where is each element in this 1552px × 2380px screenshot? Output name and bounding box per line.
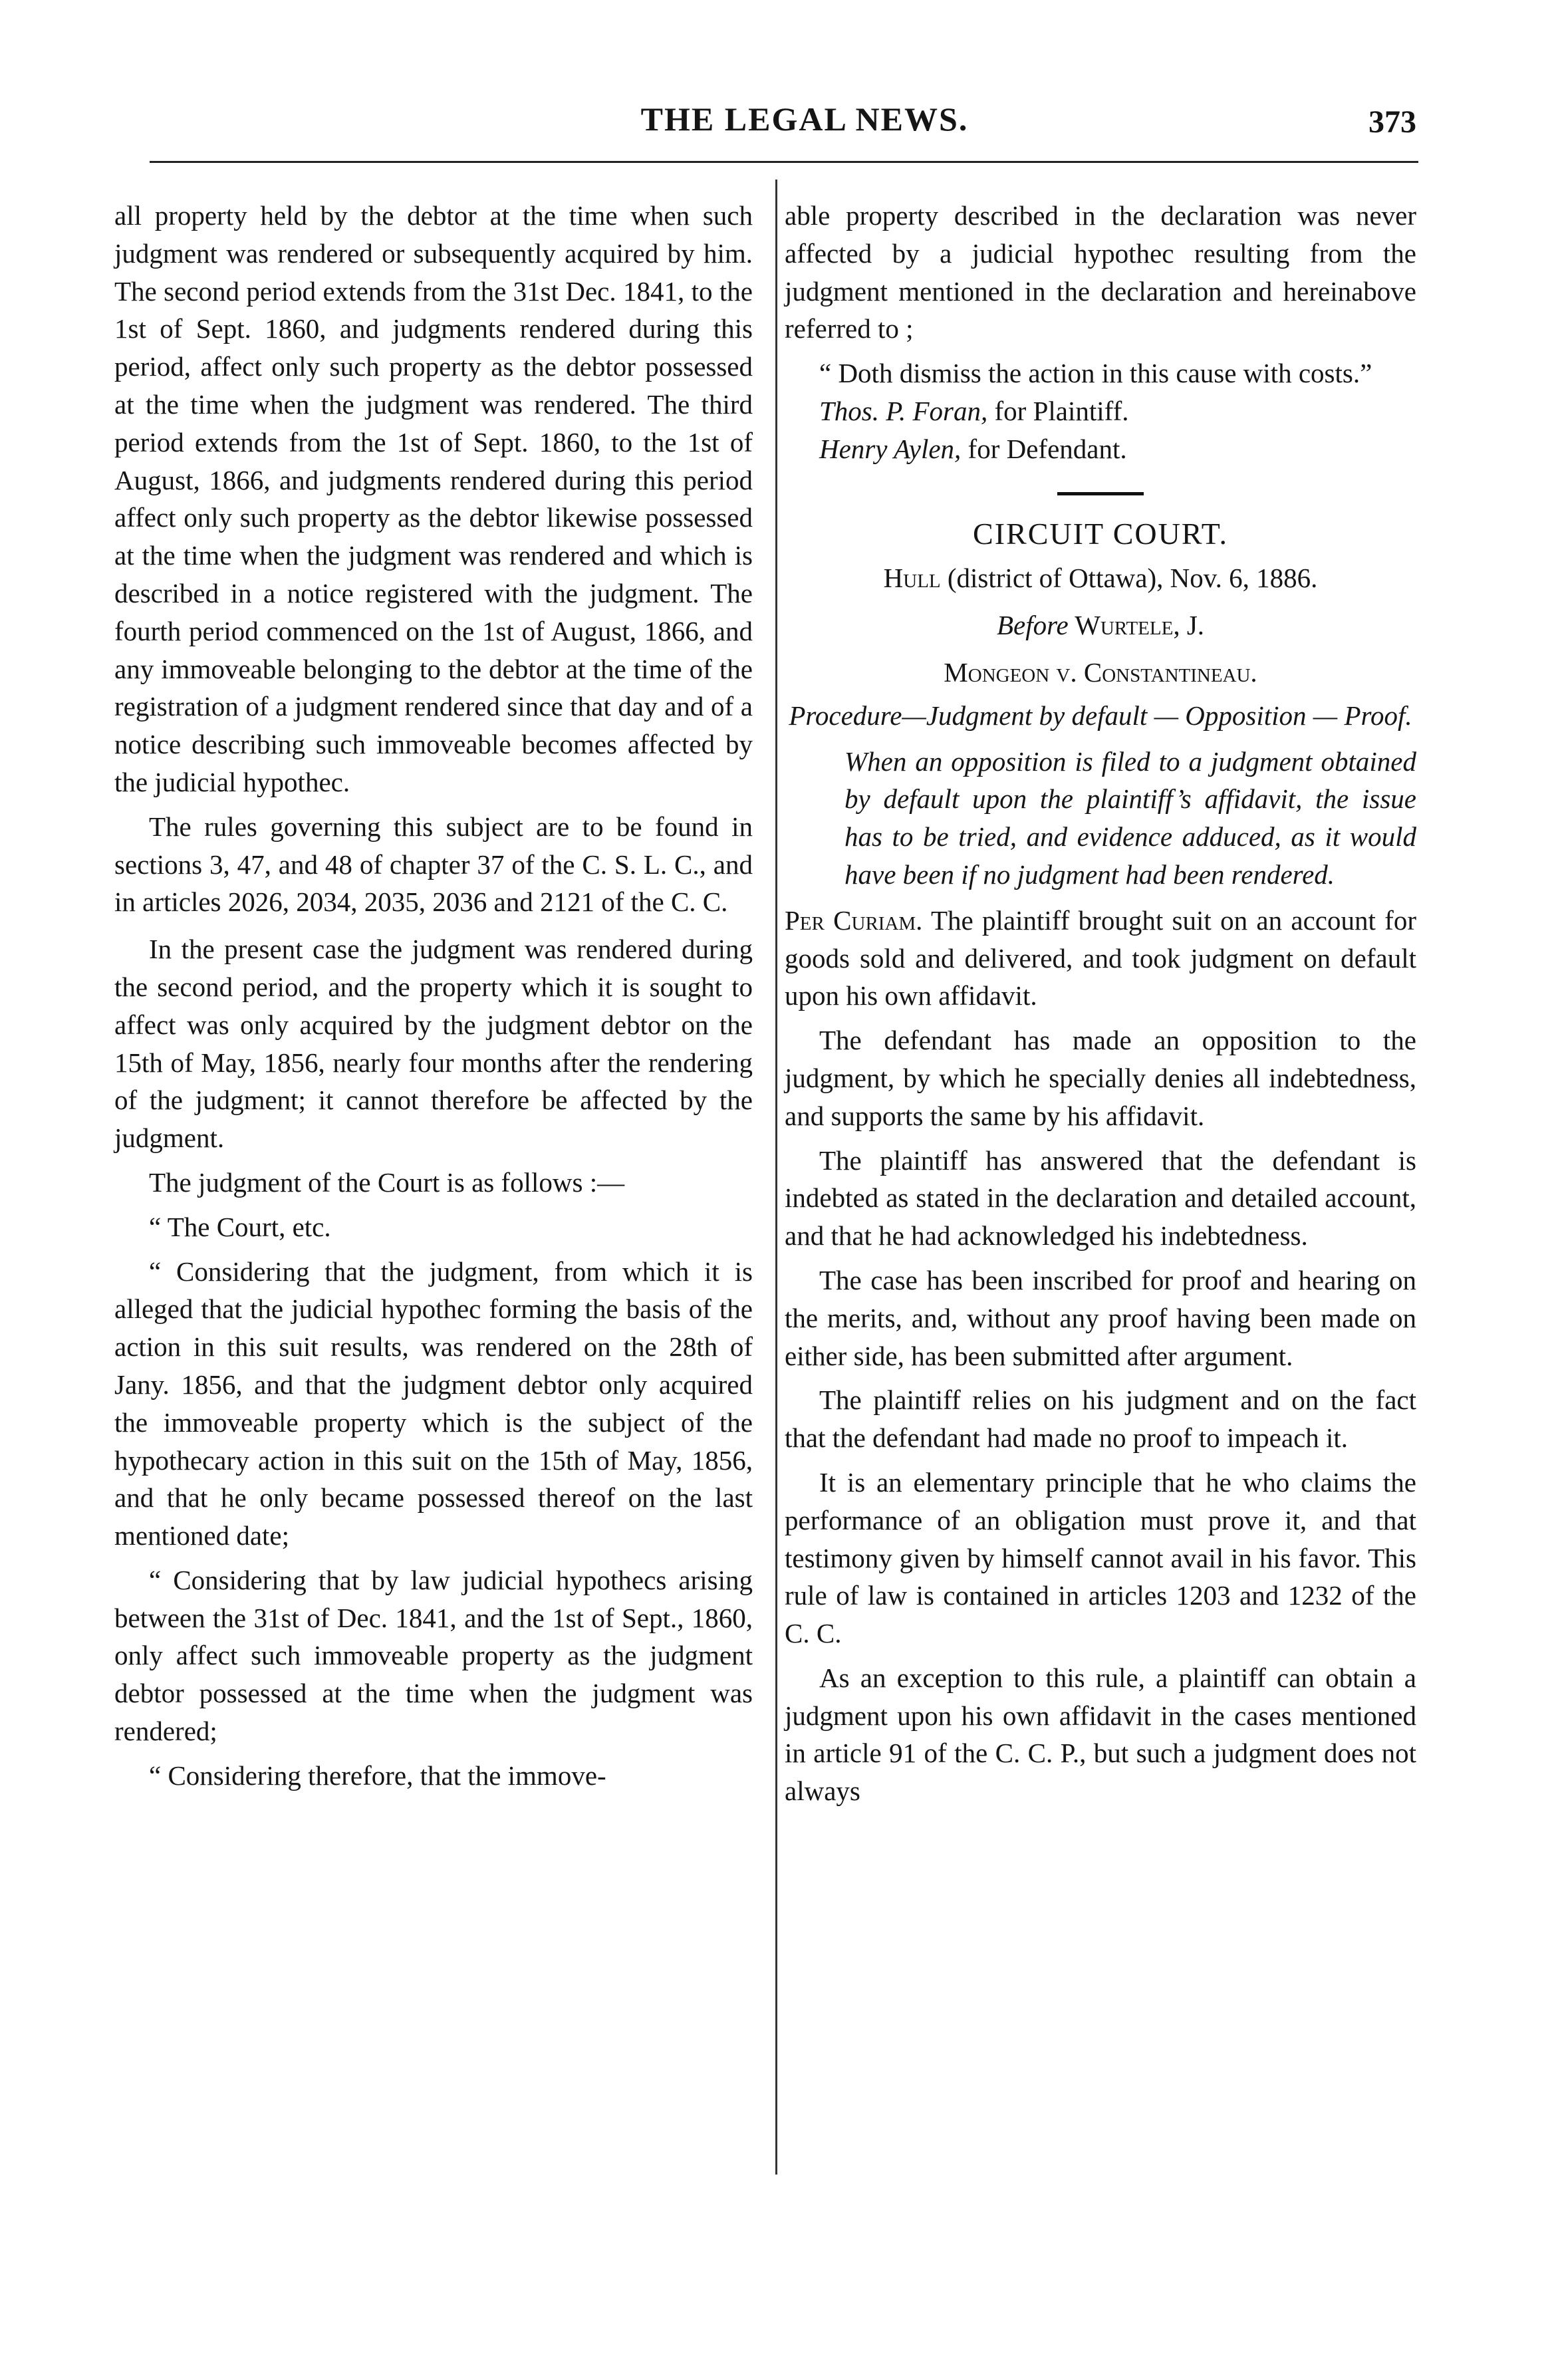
page-number: 373: [1368, 104, 1416, 140]
running-head: [153, 100, 1416, 153]
paragraph: able property described in the declaration was never affected by a judicial hypothec resulting from the judgment mentioned in the declaration and hereinabove referred to ;: [785, 200, 1416, 344]
counsel-defendant-name: Henry Aylen,: [819, 433, 962, 464]
paragraph: The case has been inscribed for proof and hearing on the merits, and, without any proof having been made on either side, has been submitted after argument.: [785, 1264, 1416, 1371]
per-curiam-label: Per Curiam.: [785, 904, 923, 936]
paragraph: The rules governing this subject are to be found in sections 3, 47, and 48 of chapter 37 of the C. S. L. C., and in articles 2026, 2034, 2035, 2036 and 2121 of the C. C.: [114, 811, 753, 918]
court-heading: CIRCUIT COURT.: [973, 516, 1228, 551]
right-column: [785, 197, 1416, 1810]
paragraph: “ Considering therefore, that the immove-: [149, 1760, 606, 1791]
left-column: [114, 197, 753, 1795]
case-name: Mongeon v. Constantineau.: [944, 656, 1257, 688]
counsel-defendant-role: for Defendant.: [961, 433, 1127, 464]
header-rule: [150, 161, 1418, 163]
paragraph: “ Considering that by law judicial hypothecs arising between the 31st of Dec. 1841, and the 1st of Sept., 1860, only affect such immoveable property as the judgment debtor possessed at the time when the judgment was rendered;: [114, 1564, 753, 1747]
case-subject: Procedure—Judgment by default — Opposition — Proof.: [789, 700, 1412, 731]
paragraph: “ Considering that the judgment, from which it is alleged that the judicial hypothec forming the basis of the action in this suit results, was rendered on the 28th of Jany. 1856, and that the judgment debtor only acquired the immoveable property which is the subject of the hypothecary action in this suit on the 15th of May, 1856, and that he only became possessed thereof on the last mentioned date;: [114, 1256, 753, 1551]
before-label: Before: [996, 610, 1069, 641]
paragraph: all property held by the debtor at the time when such judgment was rendered or subsequently acquired by him. The second period extends from the 31st Dec. 1841, to the 1st of Sept. 1860, and judgments rendered during this period, affect only such property as the debtor possessed at the time when the judgment was rendered. The third period extends from the 1st of Sept. 1860, to the 1st of August, 1866, and judgments rendered during this period affect only such property as the debtor likewise possessed at the time when the judgment was rendered and which is described in a notice registered with the judgment. The fourth period commenced on the 1st of August, 1866, and any immoveable belonging to the debtor at the time of the registration of a judgment rendered since that day and of a notice describing such immoveable becomes affected by the judicial hypothec.: [114, 200, 753, 797]
counsel-plaintiff-name: Thos. P. Foran,: [819, 395, 988, 426]
paragraph: The plaintiff relies on his judgment and on the fact that the defendant had made no proof to impeach it.: [785, 1385, 1416, 1454]
paragraph: In the present case the judgment was rendered during the second period, and the property which it is sought to affect was only acquired by the judgment debtor on the 15th of May, 1856, nearly four months after the rendering of the judgment; it cannot therefore be affected by the judgment.: [114, 934, 753, 1154]
court-judge: [785, 606, 1416, 644]
paragraph: It is an elementary principle that he who claims the performance of an obligation must prove it, and that testimony given by himself cannot avail in his favor. This rule of law is contained in articles 1203 and 1232 of the C. C.: [785, 1466, 1416, 1649]
court-district-date: (district of Ottawa), Nov. 6, 1886.: [940, 563, 1318, 594]
paragraph: [785, 902, 1416, 1015]
per-curiam-text: The plaintiff brought suit on an account for goods sold and delivered, and took judgment on default upon his own affidavit.: [785, 904, 1416, 1011]
headnote: When an opposition is filed to a judgment obtained by default upon the plaintiff’s affidavit, the issue has to be tried, and evidence adduced, as it would have been if no judgment had been rendered.: [844, 745, 1416, 890]
paragraph: The defendant has made an opposition to the judgment, by which he specially denies all indebtedness, and supports the same by his affidavit.: [785, 1025, 1416, 1131]
paragraph: The judgment of the Court is as follows :—: [149, 1166, 625, 1198]
section-divider: [1057, 492, 1144, 495]
court-place-date: [785, 559, 1416, 597]
running-title: THE LEGAL NEWS.: [640, 100, 969, 138]
paragraph: “ The Court, etc.: [149, 1211, 331, 1242]
paragraph: The plaintiff has answered that the defendant is indebted as stated in the declaration and detailed account, and that he had acknowledged his indebtedness.: [785, 1144, 1416, 1252]
counsel-plaintiff-role: for Plaintiff.: [987, 395, 1129, 426]
counsel-plaintiff: [785, 392, 1416, 430]
court-city: Hull: [883, 563, 941, 594]
column-divider: [775, 180, 777, 2175]
paragraph: “ Doth dismiss the action in this cause with costs.”: [819, 358, 1372, 389]
paragraph: As an exception to this rule, a plaintiff can obtain a judgment upon his own affidavit in the cases mentioned in article 91 of the C. C. P., but such a judgment does not always: [785, 1662, 1416, 1807]
judge-name: Wurtele, J.: [1068, 610, 1205, 641]
counsel-defendant: [785, 430, 1416, 468]
